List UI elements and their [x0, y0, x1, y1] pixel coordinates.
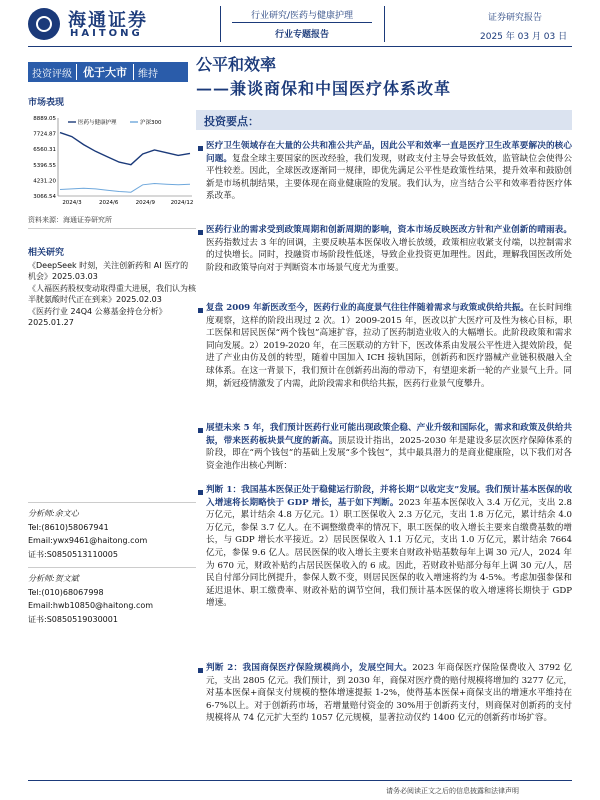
analyst-email[interactable]: Email:ywx9461@haitong.com	[28, 536, 148, 545]
analyst-name: 分析师:贺文斌	[28, 574, 79, 583]
left-divider	[28, 228, 196, 229]
key-point-body: 2023 年商保医疗保险保费收入 3792 亿元，支出 2805 亿元。我们预计，到 2030 年，商保对医疗费的赔付规模将增加约 3277 亿元，对基本医保+商保支付规模的整体增速提振 1-2%，使得基本医保+商保支出的增速水平维持在 6-7%以上。对于创新药市场，若增量赔付资金的 30%用于创新药支付，则商保对创新药的支付规模将从 74 亿元扩大至约 1057 亿元规模，显著拉动仅约 1400 亿元的创新药市场扩容。	[206, 663, 572, 724]
header-inner-rule	[232, 22, 372, 23]
rating-label: 投资评级	[32, 68, 72, 80]
key-point-2	[206, 224, 572, 274]
bullet-icon	[198, 428, 203, 433]
y-tick-label: 8889.05	[33, 116, 56, 122]
logo-emblem-icon	[28, 8, 60, 40]
y-tick-label: 4231.20	[33, 178, 56, 185]
related-item[interactable]: 《人福医药股权变动取得重大进展，我们认为核半胱氨酸时代正在到来》2025.02.03	[28, 284, 196, 304]
series-line	[60, 133, 190, 165]
logo-text-cn: 海通证券	[68, 10, 148, 31]
related-item[interactable]: 《DeepSeek 时刻，关注创新药和 AI 医疗的机会》2025.03.03	[28, 261, 189, 281]
key-point-body: 复盘全球主要国家的医改经验，我们发现，财政支付主导会导致低效，监管缺位会使得公平性较差。因此，全球医改逐渐同一规律，即优先满足公平性是政策性结果，提升效率和鼓励创新是市场机制结果，主要体现在商业健康险的发展。我们认为，应当结合公平和效率看待医疗体系改革。	[206, 153, 572, 202]
x-tick-label: 2024/3	[62, 200, 82, 206]
key-point-3	[206, 302, 572, 390]
key-point-lead: 医疗卫生领域存在大量的公共和准公共产品，因此公平和效率一直是医疗卫生改革要解决的核心问题。	[206, 141, 572, 164]
bullet-icon	[198, 308, 203, 313]
analyst-cert: 证书:S0850513110005	[28, 549, 118, 559]
rating-value: 优于大市	[76, 64, 134, 80]
header-sector: 行业研究/医药与健康护理	[250, 11, 354, 21]
footer-disclaimer: 请务必阅读正文之后的信息披露和法律声明	[386, 787, 519, 795]
analyst-tel: Tel:(8610)58067941	[28, 522, 109, 532]
x-tick-label: 2024/6	[98, 200, 119, 206]
header-report-type: 行业专题报告	[274, 30, 329, 40]
logo-text-en: HAITONG	[70, 28, 143, 39]
header-divider	[220, 6, 221, 42]
related-item[interactable]: 《医药行业 24Q4 公募基金持仓分析》2025.01.27	[28, 307, 167, 327]
key-point-lead: 复盘 2009 年新医改至今，医药行业的高度景气往往伴随着需求与政策或供给共振。	[206, 303, 529, 313]
analyst-cert: 证书:S0850519030001	[28, 614, 118, 624]
bullet-icon	[198, 490, 203, 495]
key-point-body: 在长时间维度观察，这样的阶段出现过 2 次。1）2009-2015 年，医改以扩大医疗可及性为核心目标，职工医保和居民医保“两个钱包”高速扩容，拉动了医药制造业收入的大幅增长。此阶段政策和需求同向发展。2）2019-2020 年，在三医联动的方针下，医改体系由发展公平性进入提效阶段，促进了产业由仿及创的转型，随着中国加入 ICH 接轨国际，创新药和医疗器械产业链积极融入全球体系。在这一背景下，我们预计在创新药出海的带动下，有望迎来新一轮的产业景气上升。同期，新冠疫情激发了内需，此阶段需求和供给共振，医药行业景气度攀升。	[206, 303, 572, 389]
y-tick-label: 3066.54	[33, 194, 56, 200]
legend-label: 沪深300	[140, 120, 162, 126]
y-tick-label: 7724.87	[33, 131, 56, 138]
market-chart-svg	[28, 112, 196, 210]
key-point-lead: 医药行业的需求受到政策周期和创新周期的影响，资本市场反映医改方针和产业创新的晴雨表。	[206, 225, 572, 235]
key-point-body: 医药指数过去 3 年的回调，主要反映基本医保收入增长放缓，政策相应收紧支付端，以控制需求的过快增长。同时，投融资市场阶段性低迷，导致企业投资更加理性。因此，理解我国医改所处阶段和政策导向对于判断资本市场景气度尤为重要。	[206, 237, 572, 273]
report-title: 公平和效率	[196, 55, 277, 74]
x-tick-label: 2024/9	[135, 200, 156, 206]
rating-change: 维持	[138, 68, 158, 80]
bullet-icon	[198, 230, 203, 235]
analyst-tel: Tel:(010)68067998	[28, 587, 104, 597]
analyst-name: 分析师:余文心	[28, 509, 79, 518]
header-report-kind: 证券研究报告	[488, 13, 543, 23]
key-point-4	[206, 422, 572, 472]
legend-label: 医药与健康护理	[78, 120, 117, 126]
key-point-5	[206, 484, 572, 610]
key-point-1	[206, 140, 572, 203]
y-tick-label: 6560.31	[33, 147, 56, 154]
footer-rule	[28, 780, 572, 781]
company-logo	[28, 6, 178, 42]
related-section-title: 相关研究	[28, 248, 65, 258]
bullet-icon	[198, 668, 203, 673]
y-tick-label: 5396.55	[33, 162, 56, 169]
key-points-title: 投资要点：	[204, 115, 259, 128]
key-point-body: 顶层设计指出，2025-2030 年是建设多层次医疗保障体系的阶段，即在“两个钱包”的基础上发展“多个钱包”，其中最具潜力的是商业健康险，以下我们对各资金池作出核心判断：	[206, 435, 572, 471]
market-chart	[28, 112, 196, 210]
x-tick-label: 2024/12	[170, 200, 194, 206]
rating-box	[28, 62, 188, 82]
header-divider	[384, 6, 385, 42]
market-section-title: 市场表现	[28, 98, 65, 108]
key-point-lead: 判断 2：我国商保医疗保险规模尚小，发展空间大。	[206, 663, 413, 673]
key-point-lead: 判断 1：我国基本医保正处于稳健运行阶段，并将长期“以收定支”发展。我们预计基本医保的收入增速将长期略快于 GDP 增长，基于如下判断。	[206, 485, 572, 508]
report-subtitle: ——兼谈商保和中国医疗体系改革	[196, 79, 452, 98]
series-line	[60, 184, 190, 193]
header-rule	[28, 46, 572, 47]
related-list	[28, 260, 196, 329]
chart-source: 资料来源：海通证券研究所	[28, 216, 112, 224]
key-point-body: 2023 年基本医保收入 3.4 万亿元，支出 2.8 万亿元，累计结余 4.8 万亿元。1）职工医保收入 2.3 万亿元，支出 1.8 万亿元，累计结余 4.0 万亿元，参保 3.7 亿人。在不调整缴费率的情况下，职工医保的收入增长主要来自缴费基数的增长，与 GDP 增长水平接近。2）居民医保收入 1.1 万亿元，支出 1.0 万亿元，累计结余 7664 亿元，参保 9.6 亿人。居民医保的收入增长主要来自财政补贴基数每年上调 30 元/人，2024 年为 670 元，财政补贴约占居民医保收入的 6 成。因此，若财政补贴部分每年上调 30 元/人，居民自付部分同比例提升，参保人数不变，则居民医保的收入增速将约为 4-5%。考虑加强参保和延迟退休、职工缴费率、财政补贴的调节空间，我们预计基本医保的收入增速将长期快于 GDP 增速。	[206, 497, 572, 609]
header-date: 2025 年 03 月 03 日	[480, 32, 568, 42]
key-point-lead: 展望未来 5 年，我们预计医药行业可能出现政策企稳、产业升级和国际化，需求和政策及供给共振，带来医药板块景气度的新高。	[206, 423, 572, 446]
key-point-6	[206, 662, 572, 725]
bullet-icon	[198, 146, 203, 151]
analyst-contacts	[28, 500, 196, 626]
analyst-email[interactable]: Email:hwb10850@haitong.com	[28, 601, 154, 610]
